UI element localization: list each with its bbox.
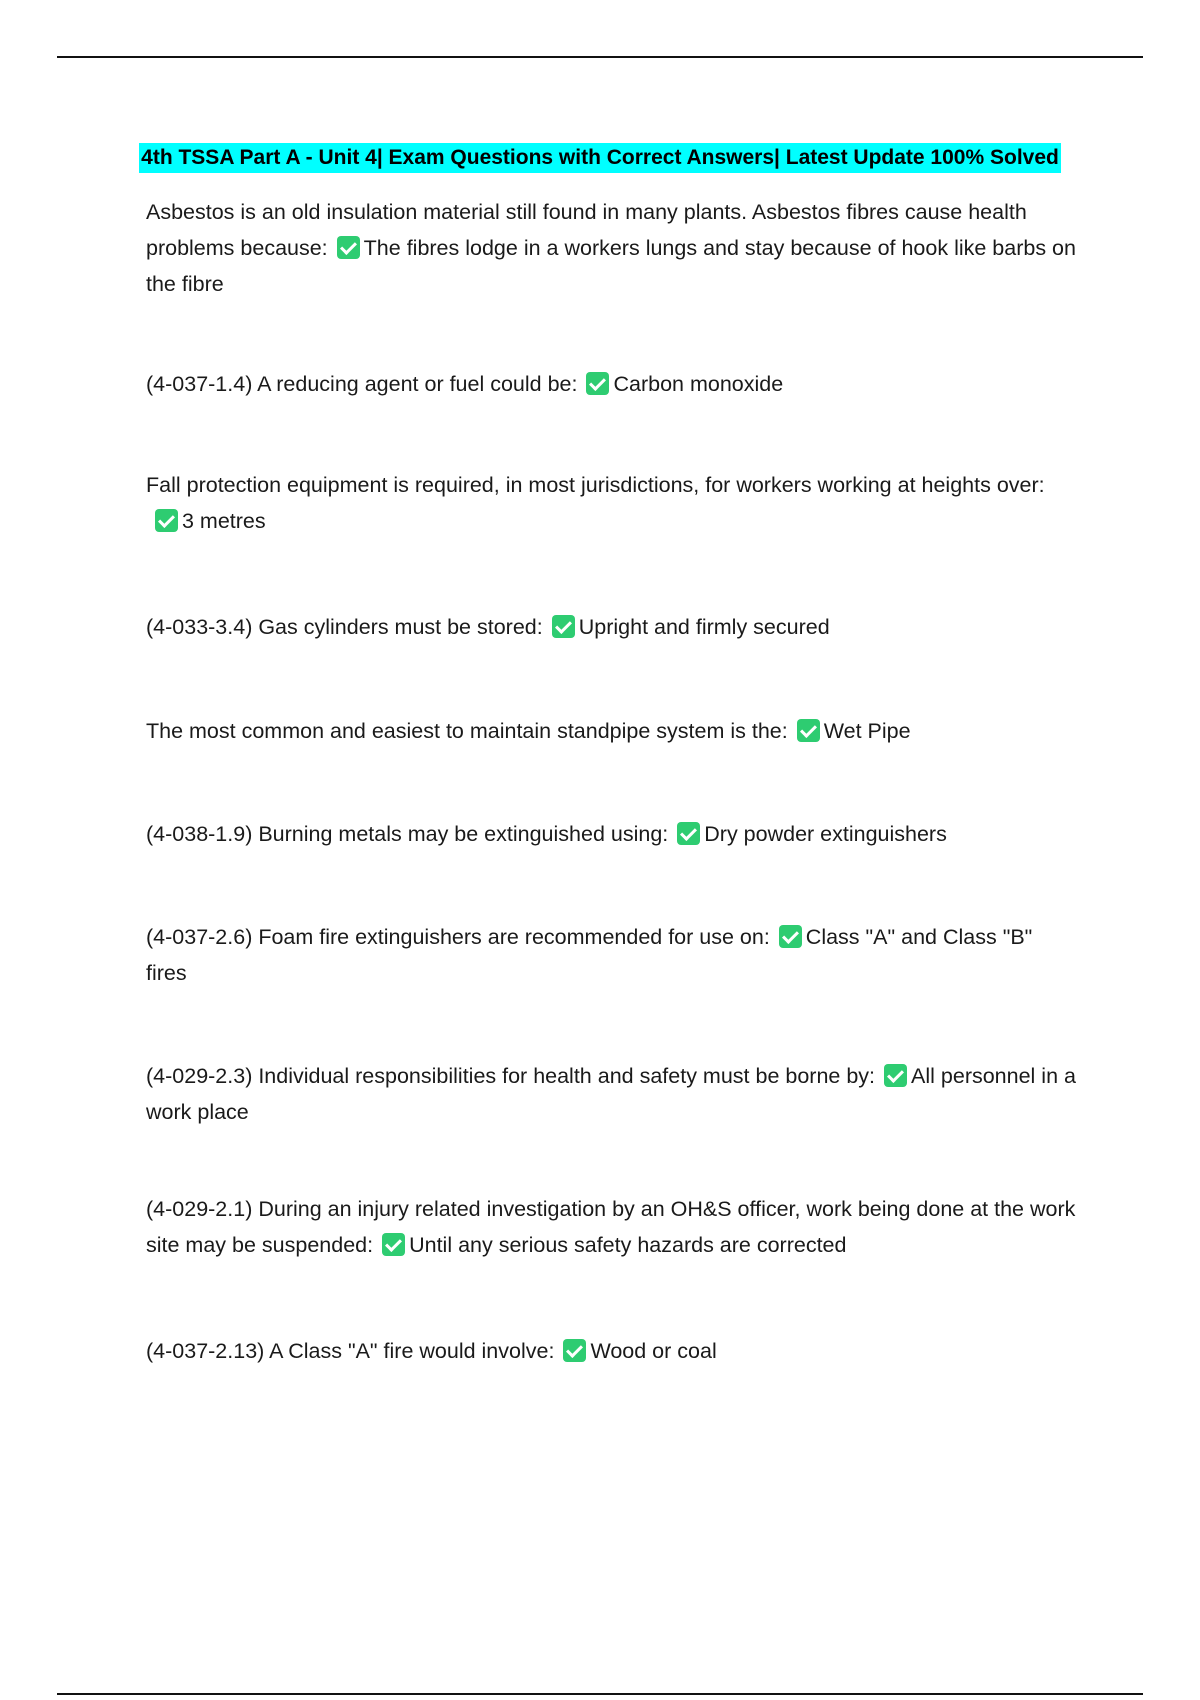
question-text: (4-037-2.6) Foam fire extinguishers are recommended for use on: <box>146 925 770 949</box>
answer-text: All personnel in a work place <box>146 1064 1076 1124</box>
qa-item <box>146 1333 1076 1369</box>
question-text: (4-029-2.3) Individual responsibilities for health and safety must be borne by: <box>146 1064 876 1088</box>
qa-item <box>146 713 1076 749</box>
check-box-icon <box>552 615 575 638</box>
question-text: (4-033-3.4) Gas cylinders must be stored: <box>146 615 543 639</box>
qa-item <box>146 467 1076 539</box>
answer-text: Wood or coal <box>590 1339 717 1363</box>
question-text: (4-029-2.1) During an injury related investigation by an OH&S officer, work being done at the work site may be suspended: <box>146 1197 1076 1257</box>
question-text: The most common and easiest to maintain standpipe system is the: <box>146 719 788 743</box>
answer-text: Carbon monoxide <box>613 372 784 396</box>
answer-text: Until any serious safety hazards are corrected <box>409 1233 847 1257</box>
question-text: Fall protection equipment is required, in most jurisdictions, for workers working at heights over: <box>146 473 1045 497</box>
question-text: (4-037-1.4) A reducing agent or fuel could be: <box>146 372 578 396</box>
question-text: (4-038-1.9) Burning metals may be extinguished using: <box>146 822 669 846</box>
answer-text: Dry powder extinguishers <box>704 822 947 846</box>
check-box-icon <box>155 509 178 532</box>
answer-text: The fibres lodge in a workers lungs and stay because of hook like barbs on the fibre <box>146 236 1076 296</box>
qa-item <box>146 366 1076 402</box>
question-text: Asbestos is an old insulation material still found in many plants. Asbestos fibres cause health problems because: <box>146 200 1027 260</box>
check-box-icon <box>382 1233 405 1256</box>
check-box-icon <box>563 1339 586 1362</box>
top-rule <box>57 56 1143 58</box>
check-box-icon <box>586 372 609 395</box>
answer-text: Class "A" and Class "B" fires <box>146 925 1033 985</box>
question-text: (4-037-2.13) A Class "A" fire would involve: <box>146 1339 555 1363</box>
check-box-icon <box>677 822 700 845</box>
check-box-icon <box>779 925 802 948</box>
answer-text: 3 metres <box>182 509 266 533</box>
qa-item <box>146 919 1076 991</box>
document-title: 4th TSSA Part A - Unit 4| Exam Questions with Correct Answers| Latest Update 100% Solved <box>139 143 1061 173</box>
bottom-rule <box>57 1693 1143 1695</box>
qa-item <box>146 1191 1076 1263</box>
qa-item <box>146 194 1076 302</box>
answer-text: Upright and firmly secured <box>578 615 830 639</box>
qa-item <box>146 609 1076 645</box>
qa-item <box>146 1058 1076 1130</box>
qa-item <box>146 816 1076 852</box>
check-box-icon <box>337 236 360 259</box>
title-container <box>0 143 1200 173</box>
check-box-icon <box>884 1064 907 1087</box>
check-box-icon <box>797 719 820 742</box>
answer-text: Wet Pipe <box>823 719 911 743</box>
